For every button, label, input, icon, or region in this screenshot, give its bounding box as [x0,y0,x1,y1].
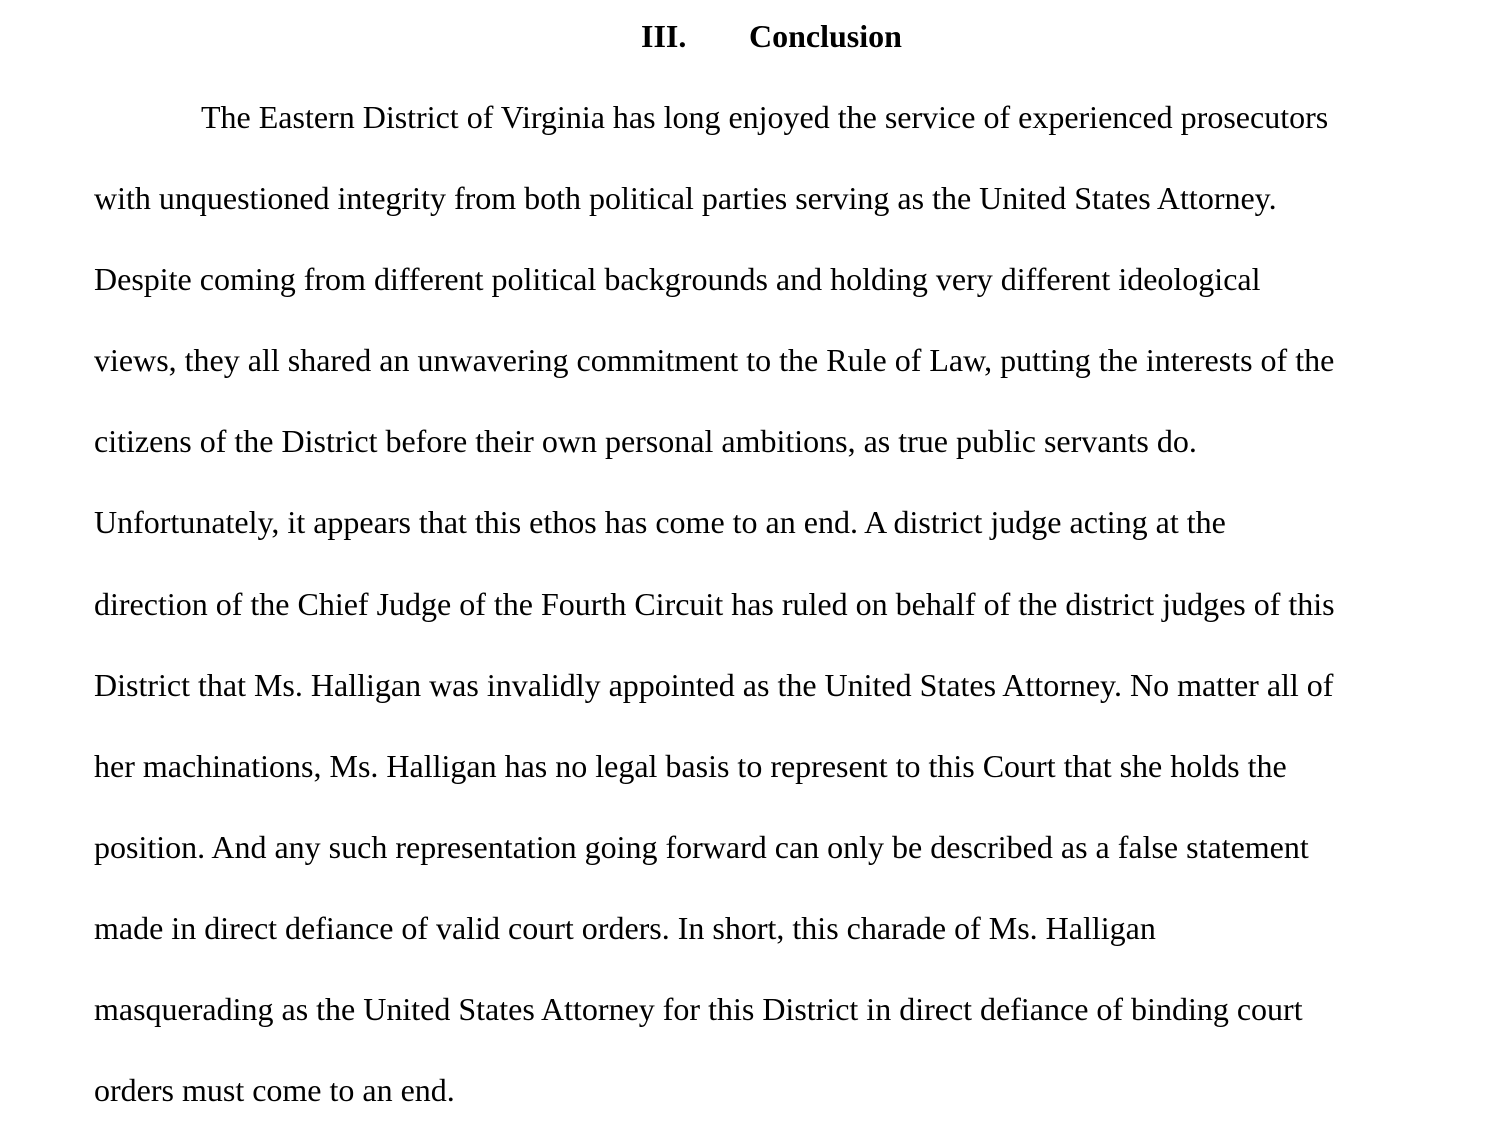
paragraph-line: masquerading as the United States Attorney for this District in direct defiance of binding court [94,991,1303,1027]
paragraph-line: District that Ms. Halligan was invalidly appointed as the United States Attorney. No matter all of [94,667,1334,703]
paragraph-line: The Eastern District of Virginia has long enjoyed the service of experienced prosecutors [201,99,1329,135]
paragraph-line: position. And any such representation going forward can only be described as a false statement [94,829,1309,865]
paragraph-line: direction of the Chief Judge of the Fourth Circuit has ruled on behalf of the district judges of this [94,586,1335,622]
paragraph-line: made in direct defiance of valid court orders. In short, this charade of Ms. Halligan [94,910,1156,946]
section-title: Conclusion [749,18,902,54]
section-number: III. [641,18,687,54]
paragraph-line: Despite coming from different political backgrounds and holding very different ideological [94,261,1261,297]
paragraph-line: with unquestioned integrity from both political parties serving as the United States Attorney. [94,180,1277,216]
paragraph-line: Unfortunately, it appears that this ethos has come to an end. A district judge acting at the [94,504,1226,540]
paragraph-line: citizens of the District before their own personal ambitions, as true public servants do. [94,423,1197,459]
section-heading [0,14,1506,58]
paragraph-line: orders must come to an end. [94,1072,455,1108]
paragraph-line: views, they all shared an unwavering commitment to the Rule of Law, putting the interests of the [94,342,1335,378]
paragraph-line: her machinations, Ms. Halligan has no legal basis to represent to this Court that she holds the [94,748,1287,784]
